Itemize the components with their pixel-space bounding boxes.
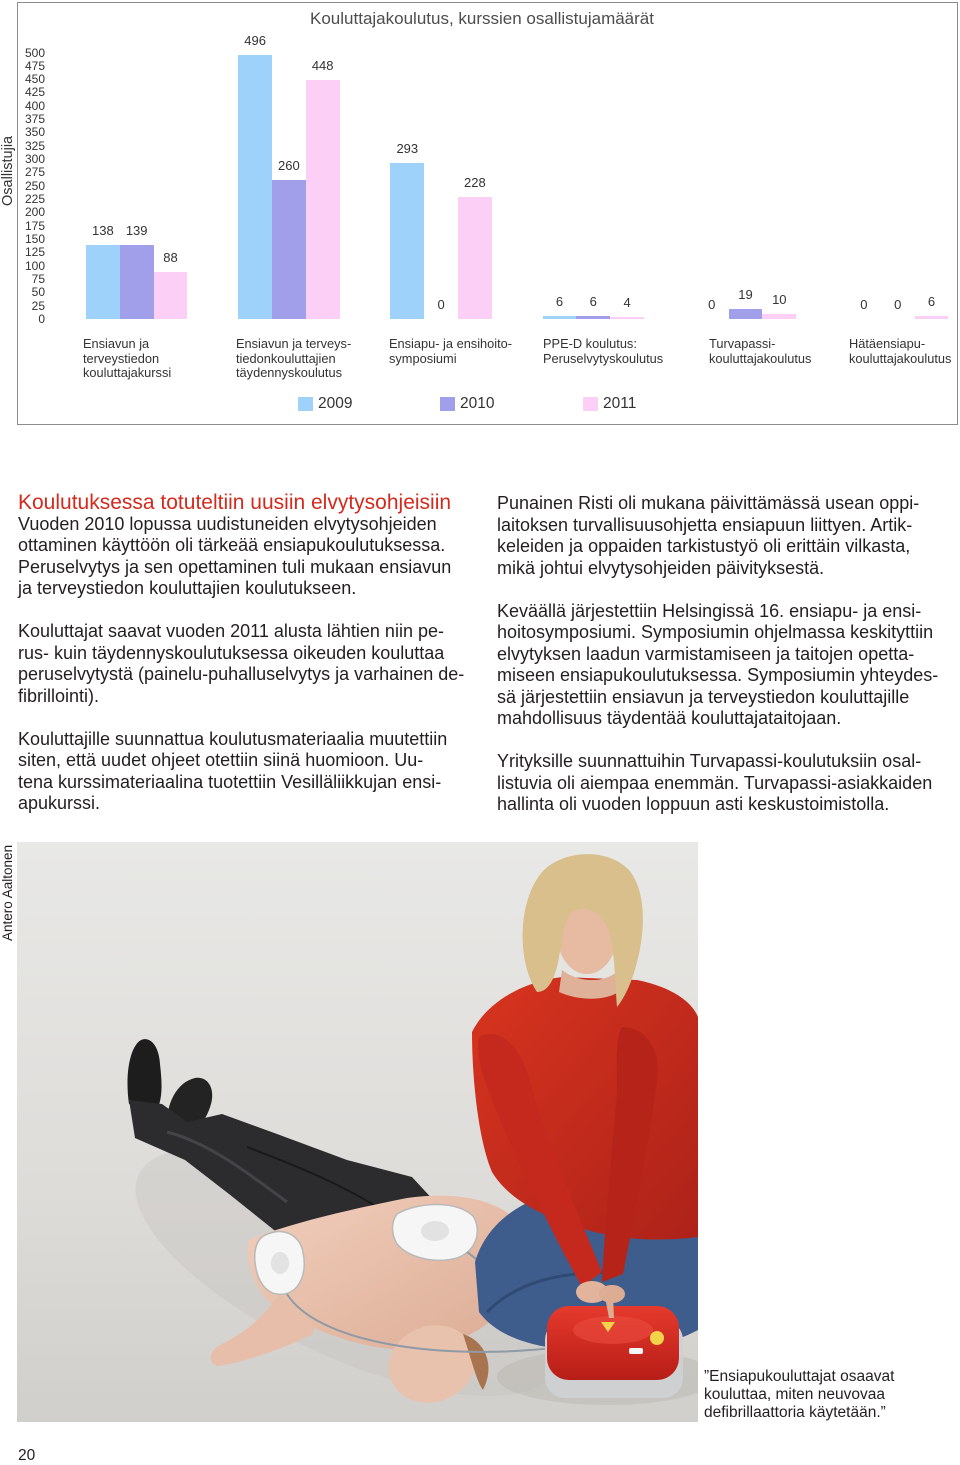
paragraph: Punainen Risti oli mukana päivittämässä usean oppi- laitoksen turvallisuusohjetta ensiapuun liittyen. Artik- keleiden ja oppaiden tarkistustyö oli erittäin vilkasta, mikä johtui elvytysohjeiden päivityksestä. (497, 493, 920, 578)
photo-caption: ”Ensiapukouluttajat osaavat kouluttaa, miten neuvovaa defibrillaattoria käytetään.” (704, 1368, 895, 1421)
y-tick-label: 0 (38, 312, 45, 326)
value-label-2011-group-3: 228 (464, 175, 486, 191)
aed-device (545, 1306, 683, 1398)
value-label-2010-group-2: 260 (278, 158, 300, 174)
value-label-2011-group-5: 10 (772, 291, 787, 307)
legend-label-2011: 2011 (603, 395, 637, 412)
legend-swatch-2011 (583, 397, 598, 411)
bar-2009-group-1 (86, 245, 120, 319)
bar-2011-group-5 (762, 314, 796, 319)
y-tick-label: 325 (24, 138, 45, 153)
value-label-2009-group-4: 6 (555, 293, 564, 309)
category-label: PPE-D koulutus: Peruselvytyskoulutus (543, 336, 664, 366)
y-tick-label: 300 (24, 152, 45, 167)
value-label-2011-group-4: 4 (623, 294, 631, 310)
bar-2011-group-6 (915, 316, 949, 319)
value-label-2009-group-1: 138 (92, 223, 114, 239)
paragraph: Keväällä järjestettiin Helsingissä 16. ensiapu- ja ensi- hoitosymposiumi. Symposiumin ohjelmassa keskityttiin elvytyksen laadun varmistamiseen ja taitojen opetta- miseen ensiapukoulutuksessa. Symposiumin yhteydes- sä järjestettiin ensiavun ja terveystiedon kouluttajille mahdollisuus täydentää kouluttajataitojaan. (497, 600, 939, 728)
legend-label-2009: 2009 (318, 395, 353, 412)
bar-2009-group-3 (390, 163, 424, 319)
paragraph: Vuoden 2010 lopussa uudistuneiden elvytysohjeiden ottaminen käyttöön oli tärkeää ensiapukoulutuksessa. Peruselvytys ja sen opettaminen tuli mukaan ensiavun ja terveystiedon kouluttajien koulutukseen. (18, 513, 452, 598)
value-label-2009-group-6: 0 (860, 297, 868, 312)
y-axis-label: Osallistujia (0, 135, 16, 206)
y-tick-label: 475 (24, 58, 45, 73)
paragraph: Kouluttajat saavat vuoden 2011 alusta lähtien niin pe- rus- kuin täydennyskoulutuksessa oikeuden kouluttaa peruselvytystä (painelu-puhalluselvytys ja varhainen de- fibrillointi). (18, 621, 465, 706)
photo-credit: Antero Aaltonen (0, 844, 15, 941)
y-tick-label: 250 (24, 178, 45, 193)
value-label-2010-group-6: 0 (894, 297, 902, 312)
y-tick-label: 350 (24, 125, 45, 140)
y-tick-label: 375 (24, 112, 45, 127)
y-tick-label: 125 (24, 245, 45, 260)
category-label: Ensiapu- ja ensihoito- symposiumi (389, 336, 513, 366)
paragraph: Kouluttajille suunnattua koulutusmateriaalia muutettiin siten, että uudet ohjeet otettiin siinä huomioon. Uu- tena kurssimateriaalina tuotettiin Vesilläliikkujan ensi- apukurssi. (18, 728, 448, 813)
y-tick-label: 100 (24, 258, 45, 273)
y-tick-label: 200 (24, 205, 45, 220)
value-label-2011-group-2: 448 (311, 58, 334, 74)
y-tick-label: 150 (24, 232, 45, 247)
legend-swatch-2009 (298, 397, 313, 411)
bar-2009-group-4 (543, 316, 577, 319)
y-tick-label: 400 (24, 98, 45, 113)
legend-swatch-2010 (440, 397, 455, 411)
y-tick-label: 25 (31, 298, 45, 313)
bar-2010-group-4 (576, 316, 610, 319)
category-label: Ensiavun ja terveystiedon kouluttajakurssi (83, 336, 172, 380)
value-label-2009-group-3: 293 (396, 140, 419, 156)
bar-2011-group-3 (458, 197, 492, 319)
bar-2011-group-1 (154, 272, 188, 319)
category-label: Hätäensiapu- kouluttajakoulutus (849, 336, 952, 366)
bar-2010-group-5 (729, 309, 763, 319)
value-label-2011-group-1: 88 (163, 250, 178, 266)
article-left-column (18, 492, 464, 836)
y-tick-label: 450 (24, 72, 45, 87)
page-number: 20 (18, 1447, 36, 1464)
category-label: Ensiavun ja terveys- tiedonkouluttajien täydennyskoulutus (236, 336, 352, 380)
chart-title: Kouluttajakoulutus, kurssien osallistujamäärät (310, 9, 654, 28)
bar-2009-group-2 (238, 55, 272, 319)
legend-label-2010: 2010 (460, 395, 495, 412)
photo (17, 842, 698, 1422)
value-label-2010-group-5: 19 (738, 286, 753, 302)
y-tick-label: 275 (24, 165, 45, 180)
value-label-2010-group-3: 0 (437, 297, 445, 312)
category-label: Turvapassi- kouluttajakoulutus (709, 336, 812, 366)
y-tick-label: 75 (31, 272, 45, 287)
y-tick-label: 500 (24, 45, 45, 60)
bar-chart (0, 0, 960, 430)
y-tick-label: 50 (31, 285, 45, 300)
y-tick-label: 225 (24, 192, 45, 207)
value-label-2010-group-1: 139 (125, 222, 148, 238)
value-label-2010-group-4: 6 (589, 293, 597, 309)
article-right-column (497, 493, 938, 837)
article-heading: Koulutuksessa totuteltiin uusiin elvytysohjeisiin (18, 491, 452, 514)
y-tick-label: 425 (24, 85, 45, 100)
value-label-2009-group-2: 496 (244, 32, 266, 48)
value-label-2009-group-5: 0 (708, 297, 716, 312)
bar-2011-group-4 (610, 317, 644, 319)
bar-2011-group-2 (306, 80, 340, 319)
value-label-2011-group-6: 6 (927, 293, 936, 309)
y-tick-label: 175 (24, 218, 45, 233)
bar-2010-group-2 (272, 180, 306, 319)
paragraph: Yrityksille suunnattuihin Turvapassi-koulutuksiin osal- listuvia oli aiempaa enemmän. Turvapassi-asiakkaiden hallinta oli vuoden loppuun asti keskustoimistolla. (497, 751, 933, 814)
